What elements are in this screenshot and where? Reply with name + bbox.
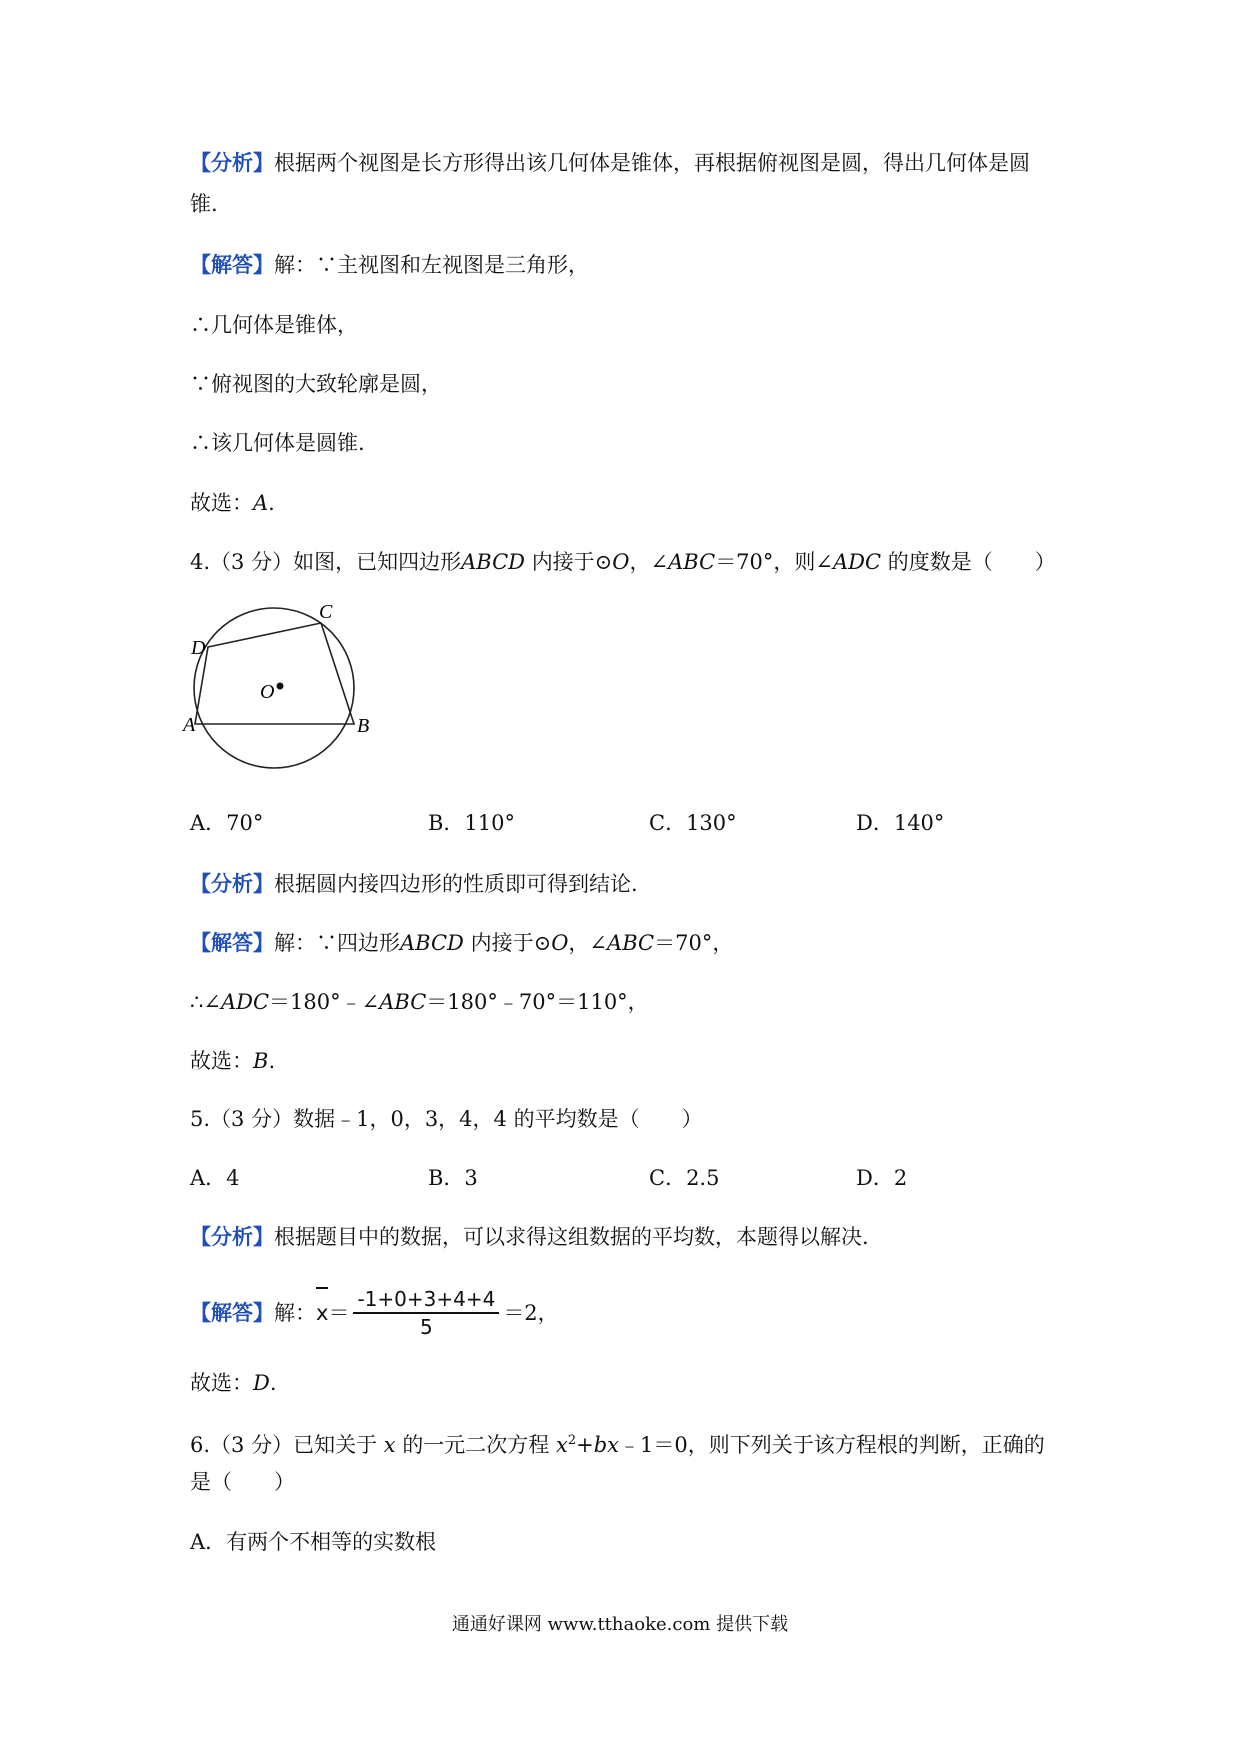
q4-text: 如图，已知四边形 xyxy=(293,550,462,574)
q5-analysis-text: 根据题目中的数据，可以求得这组数据的平均数，本题得以解决. xyxy=(274,1225,869,1249)
q3-solution-intro xyxy=(190,250,589,280)
solution-tag: 【解答】 xyxy=(190,930,274,955)
q3-step3: ∴该几何体是圆锥. xyxy=(190,431,365,455)
q4-analysis xyxy=(190,869,638,899)
q5-solution xyxy=(190,1285,559,1342)
question-score: （3 分） xyxy=(210,550,294,574)
label-c: C xyxy=(319,601,333,623)
q6-option-a: A．有两个不相等的实数根 xyxy=(190,1530,437,1554)
answer-suffix: . xyxy=(268,491,275,515)
q4-sol-angle: ABC xyxy=(379,990,427,1014)
q4-option-c: C．130° xyxy=(649,811,737,835)
analysis-tag: 【分析】 xyxy=(190,150,274,175)
q6-stem-line2: 是（ ） xyxy=(190,1470,295,1494)
q3-answer xyxy=(190,488,275,518)
q4-sol-angle: ADC xyxy=(220,990,270,1014)
eq-exponent: 2 xyxy=(567,1433,577,1448)
circle-diagram xyxy=(182,600,382,780)
q4-sol-text: ＝180°﹣70°＝110°， xyxy=(426,990,649,1014)
q4-analysis-text: 根据圆内接四边形的性质即可得到结论. xyxy=(274,872,638,896)
analysis-tag: 【分析】 xyxy=(190,871,274,896)
q4-sol-text: 解：∵四边形 xyxy=(274,931,400,955)
q5-option-d: D．2 xyxy=(856,1166,908,1190)
q5-option-a: A．4 xyxy=(190,1166,240,1190)
solution-tag: 【解答】 xyxy=(190,1300,274,1325)
q6-var: x xyxy=(383,1433,396,1457)
q4-sol-quad: ABCD xyxy=(400,931,464,955)
answer-prefix: 故选： xyxy=(190,491,253,515)
q4-stem xyxy=(190,547,1056,577)
answer-letter: D xyxy=(253,1371,270,1395)
q3-analysis-line1 xyxy=(190,148,1030,178)
center-point xyxy=(277,683,284,690)
q3-analysis-line2: 锥. xyxy=(190,192,218,216)
answer-letter: B xyxy=(253,1049,269,1073)
label-d: D xyxy=(191,637,206,659)
q3-analysis-text: 根据两个视图是长方形得出该几何体是锥体，再根据俯视图是圆，得出几何体是圆 xyxy=(274,151,1030,175)
label-b: B xyxy=(357,715,370,737)
q4-circle-name: O xyxy=(612,550,630,574)
eq-bx: bx xyxy=(593,1433,620,1457)
q5-option-c: C．2.5 xyxy=(649,1166,720,1190)
question-number: 5. xyxy=(190,1107,211,1131)
q5-result: ＝2， xyxy=(503,1301,559,1325)
q4-option-b: B．110° xyxy=(428,811,516,835)
eq-plus: + xyxy=(576,1433,594,1457)
q5-stem xyxy=(190,1104,703,1134)
q4-text: 内接于⊙ xyxy=(531,550,613,574)
q4-option-d: D．140° xyxy=(856,811,945,835)
q6-stem-line1 xyxy=(190,1426,1045,1460)
quadrilateral-abcd xyxy=(195,623,354,724)
q6-text: 已知关于 xyxy=(293,1433,378,1457)
label-o: O xyxy=(260,681,275,703)
question-number: 6. xyxy=(190,1433,211,1457)
eq-x: x xyxy=(556,1433,568,1457)
q4-text: 的度数是（ ） xyxy=(887,550,1056,574)
q4-sol-angle: ABC xyxy=(607,931,655,955)
q4-answer xyxy=(190,1046,275,1076)
page-footer: 通通好课网 www.tthaoke.com 提供下载 xyxy=(451,1614,789,1635)
label-a: A xyxy=(183,714,196,736)
question-number: 4. xyxy=(190,550,211,574)
question-score: （3 分） xyxy=(210,1433,294,1457)
answer-prefix: 故选： xyxy=(190,1371,253,1395)
inscribed-quadrilateral-figure xyxy=(182,600,382,785)
q3-step1: ∴几何体是锥体， xyxy=(190,313,358,337)
mean-symbol: x xyxy=(316,1285,328,1341)
q5-sol-prefix: 解： xyxy=(274,1301,316,1325)
fraction-denominator: 5 xyxy=(420,1314,433,1339)
q4-sol-text: 内接于⊙ xyxy=(470,931,552,955)
q4-sol-circle: O xyxy=(551,931,569,955)
q5-answer xyxy=(190,1368,277,1398)
q4-sol-text: ∴∠ xyxy=(190,990,221,1014)
q6-text: 的一元二次方程 xyxy=(402,1433,550,1457)
q4-solution-line1 xyxy=(190,928,733,958)
q4-option-a: A．70° xyxy=(190,811,264,835)
answer-suffix: . xyxy=(268,1049,276,1073)
answer-prefix: 故选： xyxy=(190,1049,253,1073)
q3-step2: ∵俯视图的大致轮廓是圆， xyxy=(190,372,442,396)
answer-suffix: . xyxy=(269,1371,277,1395)
solution-tag: 【解答】 xyxy=(190,252,274,277)
question-score: （3 分） xyxy=(210,1107,294,1131)
q4-angle: ADC xyxy=(833,550,882,574)
q4-sol-text: ＝180°﹣∠ xyxy=(269,990,380,1014)
q5-text: 数据﹣1，0，3，4，4 的平均数是（ ） xyxy=(293,1107,703,1131)
q6-text: ﹣1＝0，则下列关于该方程根的判断，正确的 xyxy=(619,1433,1045,1457)
q4-text: ，∠ xyxy=(629,550,669,574)
q5-option-b: B．3 xyxy=(428,1166,478,1190)
equals-sign: ＝ xyxy=(328,1301,350,1325)
q5-analysis xyxy=(190,1222,869,1252)
q4-sol-text: ，∠ xyxy=(568,931,608,955)
mean-fraction xyxy=(353,1286,499,1340)
q4-angle: ABC xyxy=(668,550,716,574)
fraction-numerator: -1+0+3+4+4 xyxy=(353,1286,499,1314)
q4-sol-text: ＝70°， xyxy=(654,931,734,955)
q4-solution-line2 xyxy=(190,987,649,1017)
answer-letter: A xyxy=(253,491,269,515)
analysis-tag: 【分析】 xyxy=(190,1224,274,1249)
q4-text: ＝70°，则∠ xyxy=(715,550,834,574)
q4-quad: ABCD xyxy=(461,550,525,574)
q3-solution-text: 解：∵主视图和左视图是三角形， xyxy=(274,253,589,277)
